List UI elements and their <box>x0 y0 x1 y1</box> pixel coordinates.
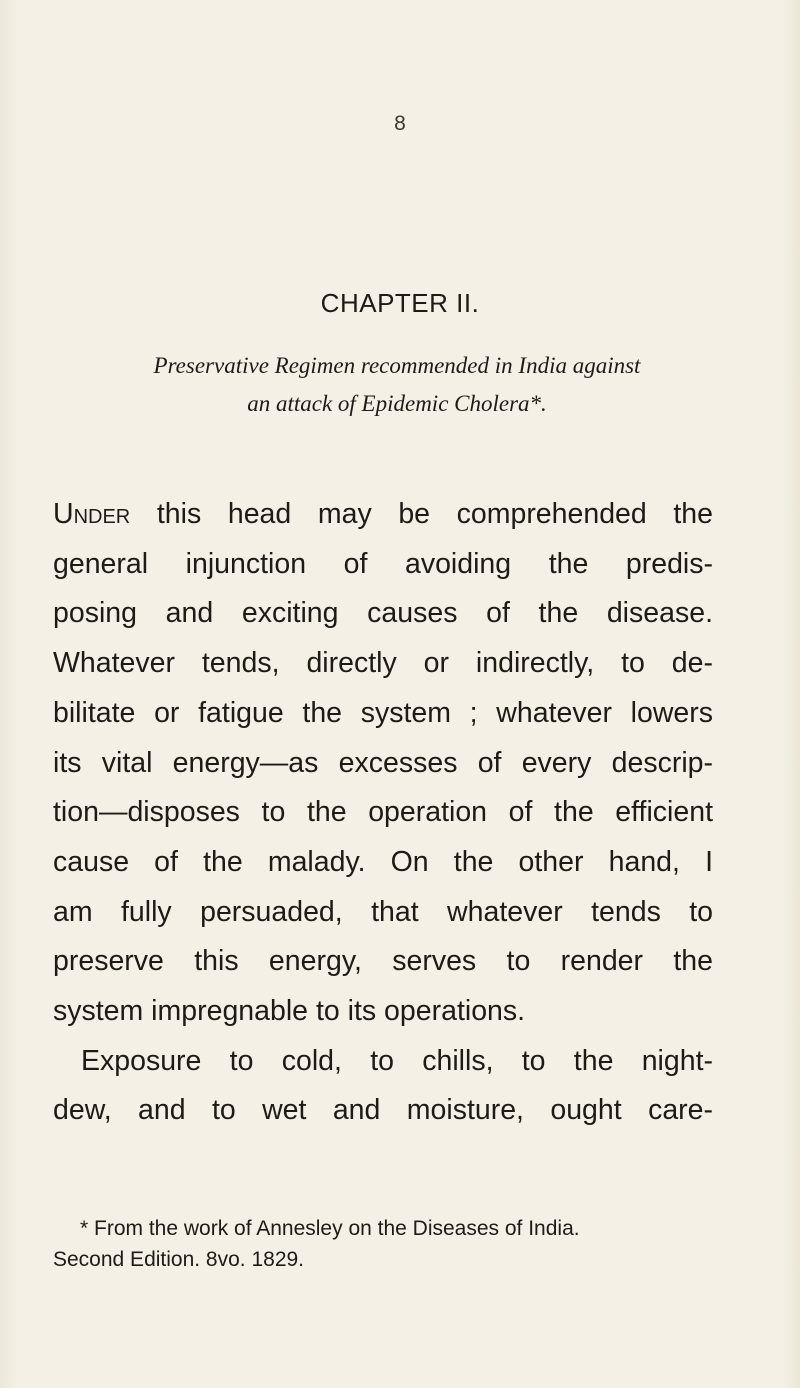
chapter-heading: CHAPTER II. <box>320 288 480 318</box>
footnote-line: Second Edition. 8vo. 1829. <box>53 1248 305 1271</box>
body-line: Exposure to cold, to chills, to the night- <box>81 1044 713 1077</box>
footnote-line: * From the work of Annesley on the Diseases of India. <box>80 1217 580 1240</box>
footnote <box>53 1213 713 1275</box>
opening-word: Under <box>53 498 131 530</box>
chapter-title <box>72 347 722 423</box>
body-line: system impregnable to its operations. <box>53 995 526 1028</box>
page-number: 8 <box>394 112 406 135</box>
body-line: posing and exciting causes of the disease. <box>53 597 713 630</box>
body-line: cause of the malady. On the other hand, I <box>53 845 713 878</box>
body-line: am fully persuaded, that whatever tends to <box>53 895 713 928</box>
body-line: preserve this energy, serves to render the <box>53 945 713 978</box>
body-line: general injunction of avoiding the predis- <box>53 547 713 580</box>
body-line: Whatever tends, directly or indirectly, to de- <box>53 647 713 680</box>
chapter-title-line: Preservative Regimen recommended in India against <box>153 353 641 378</box>
body-line: tion—disposes to the operation of the efficient <box>53 796 713 829</box>
body-line: bilitate or fatigue the system ; whatever lowers <box>53 696 713 729</box>
body-line-text: this head may be comprehended the <box>130 498 713 530</box>
body-line <box>53 490 713 540</box>
body-line: dew, and to wet and moisture, ought care- <box>53 1094 713 1127</box>
body-text <box>53 490 713 1136</box>
chapter-title-line: an attack of Epidemic Cholera*. <box>247 391 547 416</box>
body-line: its vital energy—as excesses of every descrip- <box>53 746 713 779</box>
